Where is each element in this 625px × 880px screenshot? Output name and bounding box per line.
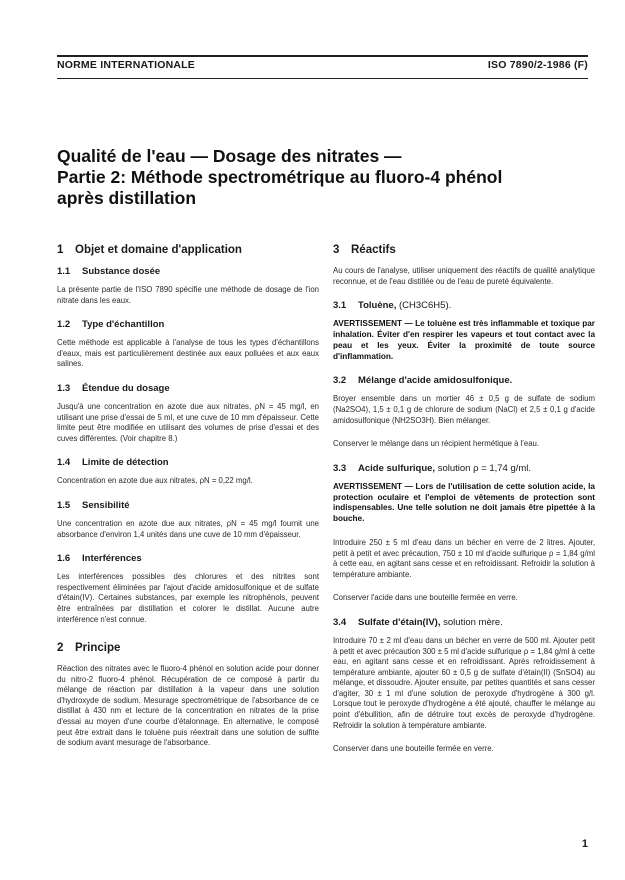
header-top-rule — [57, 55, 588, 57]
paragraph: Jusqu'à une concentration en azote due aux nitrates, ρN = 45 mg/l, en utilisant une prise d'essai de 5 ml, et une cuve de 10 mm d'épaisseur. Cette limite peut être modifiée en utilisant des volumes de prise d'essai et des cuves différentes. (Voir chapitre 8.) — [57, 401, 319, 443]
warning-paragraph: AVERTISSEMENT — Lors de l'utilisation de cette solution acide, la protection oculaire et l'emploi de vêtements de protection sont indispensables. Une telle solution ne doit jamais être pipettée à la bouche. — [333, 481, 595, 524]
page-number: 1 — [581, 838, 588, 850]
title-line-2: Partie 2: Méthode spectrométrique au fluoro-4 phénol — [57, 167, 503, 187]
paragraph: Conserver le mélange dans un récipient hermétique à l'eau. — [333, 439, 540, 449]
section-heading: 3 Réactifs — [333, 244, 396, 256]
paragraph: Introduire 70 ± 2 ml d'eau dans un bécher en verre de 500 ml. Ajouter petit à petit et avec précaution 300 ± 5 ml d'acide sulfurique ρ = 1,84 g/ml à cette eau, en agitant sans cesse et en refroidissant. Après refroidissement à température ambiante, ajouter 60 ± 0,5 g de sulfate d'étain(II) (SnSO4) au mélange, et dissoudre. Ajouter ensuite, par petites quantités et sans cesser d'agiter, 30 ± 1 ml d'une solution de peroxyde d'hydrogène à 300 g/l. Lorsque tout le peroxyde d'hydrogène a été ajouté, chauffer le mélange au point d'ébullition, afin de détruire tout excès de peroxyde d'hydrogène. Refroidir la solution à température ambiante. — [333, 635, 595, 730]
paragraph: Réaction des nitrates avec le fluoro-4 phénol en solution acide pour donner du nitro-2 fluoro-4 phénol. Récupération de ce composé à partir du mélange de réaction par distillation à la vapeur dans une solution d'hydroxyde de sodium. Mesurage spectrométrique de l'absorbance de ce distillat à 430 nm et lecture de la concentration en nitrates de la prise d'essai au moyen d'une courbe d'étalonnage. En alternative, le composé peut être extrait dans le toluène puis réextrait dans une solution de sulfite de sodium avant mesurage de l'absorbance. — [57, 664, 319, 748]
subsection-heading: 3.3 Acide sulfurique, solution ρ = 1,74 g/ml. — [333, 462, 532, 474]
subsection-heading: 3.1 Toluène, (CH3C6H5). — [333, 300, 452, 312]
standard-type-label: NORME INTERNATIONALE — [57, 59, 195, 71]
subsection-heading: 3.2 Mélange d'acide amidosulfonique. — [333, 375, 513, 387]
right-column — [333, 244, 595, 768]
paragraph: Une concentration en azote due aux nitrates, ρN = 45 mg/l fournit une absorbance d'environ 1,4 unités dans une cuve de 10 mm d'épaisseur. — [57, 518, 319, 539]
paragraph: Au cours de l'analyse, utiliser uniquement des réactifs de qualité analytique reconnue, et de l'eau distillée ou de l'eau de pureté équivalente. — [333, 266, 595, 286]
paragraph: Cette méthode est applicable à l'analyse de tous les types d'échantillons d'eaux, mais est particulièrement destinée aux eaux polluées et aux eaux salines. — [57, 338, 319, 369]
title-line-3: après distillation — [57, 188, 197, 208]
paragraph: Conserver l'acide dans une bouteille fermée en verre. — [333, 593, 518, 603]
subsection-heading: 1.1 Substance dosée — [57, 266, 161, 277]
section-heading: 2 Principe — [57, 642, 121, 655]
left-column — [57, 244, 319, 762]
paragraph: Conserver dans une bouteille fermée en verre. — [333, 744, 494, 754]
subsection-heading: 1.4 Limite de détection — [57, 457, 169, 469]
paragraph: Broyer ensemble dans un mortier 46 ± 0,5 g de sulfate de sodium (Na2SO4), 1,5 ± 0,1 g de chlorure de sodium (NaCl) et 2,5 ± 0,1 g d'acide amidosulfonique (NH2SO3H). Bien mélanger. — [333, 394, 595, 425]
subsection-heading: 1.6 Interférences — [57, 553, 142, 565]
paragraph: La présente partie de l'ISO 7890 spécifie une méthode de dosage de l'ion nitrate dans les eaux. — [57, 285, 319, 305]
standard-reference: ISO 7890/2-1986 (F) — [487, 59, 588, 71]
subsection-heading: 1.2 Type d'échantillon — [57, 319, 165, 331]
subsection-heading: 3.4 Sulfate d'étain(IV), solution mère. — [333, 616, 503, 628]
subsection-heading: 1.3 Étendue du dosage — [57, 382, 170, 394]
warning-paragraph: AVERTISSEMENT — Le toluène est très inflammable et toxique par inhalation. Éviter d'en respirer les vapeurs et tout contact avec la peau et les yeux. Éviter la proximité de toute source d'inflammation. — [333, 319, 595, 361]
subsection-heading: 1.5 Sensibilité — [57, 499, 130, 511]
paragraph: Les interférences possibles des chlorures et des nitrites sont respectivement éliminées par l'ajout d'acide amidosulfonique et de sulfate d'étain(IV). Certaines substances, par exemple les nitrophénols, peuvent être entraînées par distillation et colorer le distillat. Aucune autre interférence n'est connue. — [57, 572, 319, 624]
header-bottom-rule — [57, 78, 588, 79]
title-line-1: Qualité de l'eau — Dosage des nitrates — — [57, 146, 402, 166]
paragraph: Concentration en azote due aux nitrates, ρN = 0,22 mg/l. — [57, 476, 253, 486]
paragraph: Introduire 250 ± 5 ml d'eau dans un bécher en verre de 2 litres. Ajouter, petit à petit et avec précaution, 750 ± 10 ml d'acide sulfurique ρ = 1,84 g/ml à cette eau, en agitant sans cesse et en refroidissant. Refroidir la solution à température ambiante. — [333, 537, 595, 579]
section-heading: 1 Objet et domaine d'application — [57, 244, 242, 256]
document-title — [57, 146, 577, 209]
